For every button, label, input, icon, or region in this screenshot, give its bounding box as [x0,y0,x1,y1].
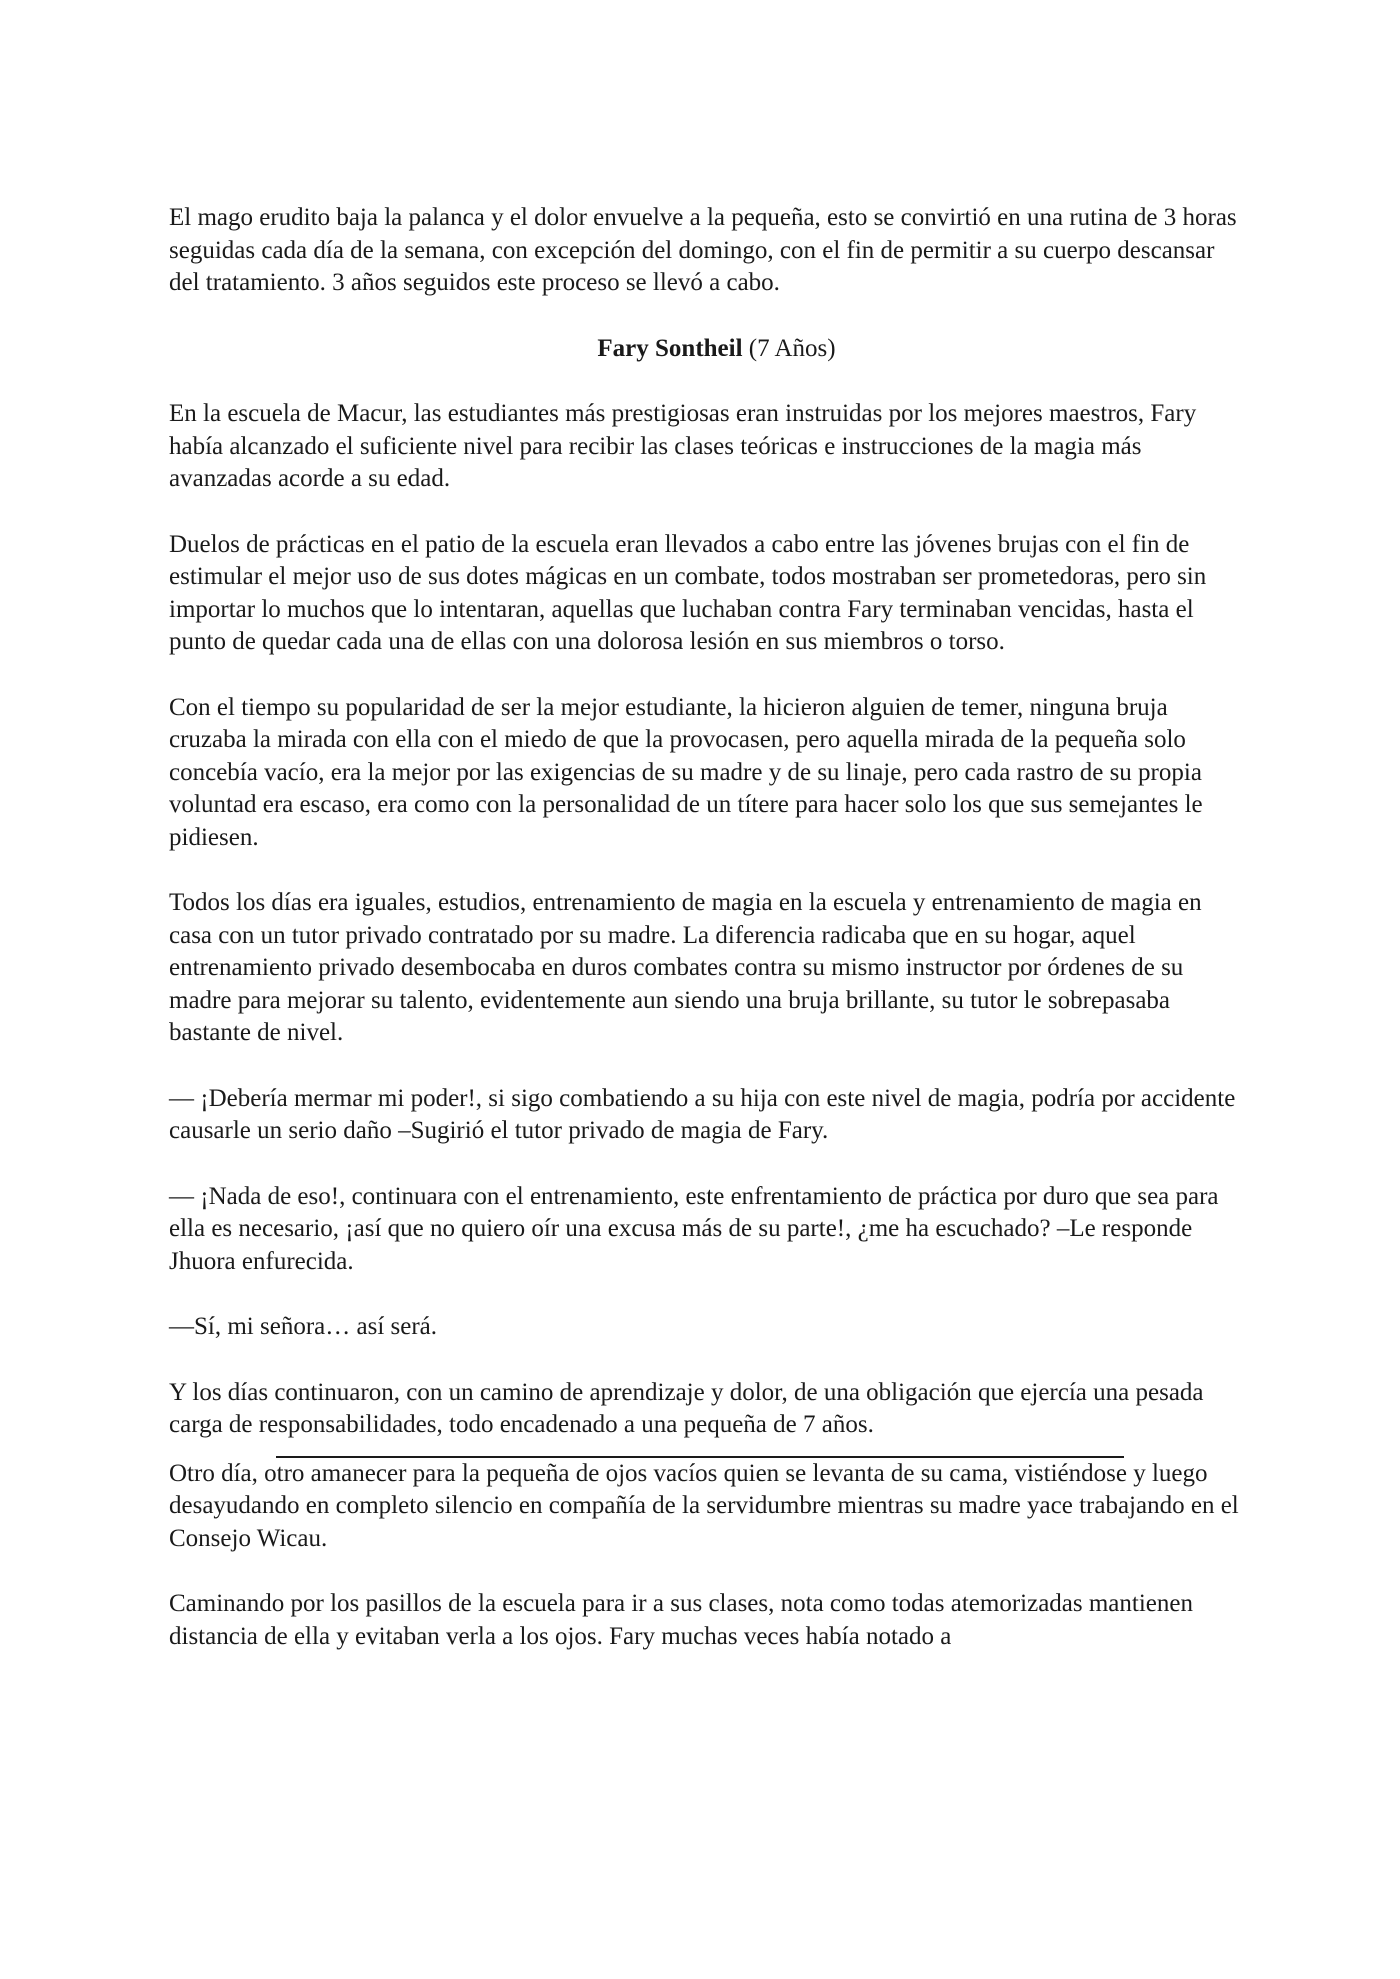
dialogue-paragraph: — ¡Debería mermar mi poder!, si sigo combatiendo a su hija con este nivel de magia, podría por accidente causarle un serio daño –Sugirió el tutor privado de magia de Fary. [169,1084,1236,1144]
paragraph: Todos los días era iguales, estudios, entrenamiento de magia en la escuela y entrenamiento de magia en casa con un tutor privado contratado por su madre. La diferencia radicaba que en su hogar, aquel entrenamiento privado desembocaba en duros combates contra su mismo instructor por órdenes de su madre para mejorar su talento, evidentemente aun siendo una bruja brillante, su tutor le sobrepasaba bastante de nivel. [169,889,1202,1046]
paragraph: En la escuela de Macur, las estudiantes más prestigiosas eran instruidas por los mejores maestros, Fary había alcanzado el suficiente nivel para recibir las clases teóricas e instrucciones de la magia más avanzadas acorde a su edad. [169,400,1197,492]
dialogue-paragraph: —Sí, mi señora… así será. [169,1313,438,1340]
paragraph: Y los días continuaron, con un camino de aprendizaje y dolor, de una obligación que ejercía una pesada carga de responsabilidades, todo encadenado a una pequeña de 7 años. [169,1378,1204,1438]
heading-age: (7 Años) [748,334,836,362]
paragraph: Con el tiempo su popularidad de ser la mejor estudiante, la hicieron alguien de temer, ninguna bruja cruzaba la mirada con ella con el miedo de que la provocasen, pero aquella mirada de la pequeña solo concebía vacío, era la mejor por las exigencias de su madre y de su linaje, pero cada rastro de su propia voluntad era escaso, era como con la personalidad de un títere para hacer solo los que sus semejantes le pidiesen. [169,693,1203,851]
paragraph: El mago erudito baja la palanca y el dolor envuelve a la pequeña, esto se convirtió en una rutina de 3 horas seguidas cada día de la semana, con excepción del domingo, con el fin de permitir a su cuerpo descansar del tratamiento. 3 años seguidos este proceso se llevó a cabo. [169,204,1237,296]
paragraph: Duelos de prácticas en el patio de la escuela eran llevados a cabo entre las jóvenes brujas con el fin de estimular el mejor uso de sus dotes mágicas en un combate, todos mostraban ser prometedoras, pero sin importar lo muchos que lo intentaran, aquellas que luchaban contra Fary terminaban vencidas, hasta el punto de quedar cada una de ellas con una dolorosa lesión en sus miembros o torso. [169,530,1207,655]
dialogue-paragraph: — ¡Nada de eso!, continuara con el entrenamiento, este enfrentamiento de práctica por duro que sea para ella es necesario, ¡así que no quiero oír una excusa más de su parte!, ¿me ha escuchado? –Le responde Jhuora enfurecida. [169,1182,1219,1275]
document-body [169,202,1244,1653]
paragraph: Otro día, otro amanecer para la pequeña de ojos vacíos quien se levanta de su cama, vistiéndose y luego desayudando en completo silencio en compañía de la servidumbre mientras su madre yace trabajando en el Consejo Wicau. [169,1459,1239,1552]
paragraph: Caminando por los pasillos de la escuela para ir a sus clases, nota como todas atemorizadas mantienen distancia de ella y evitaban verla a los ojos. Fary muchas veces había notado a [169,1590,1193,1650]
heading-name: Fary Sontheil [597,334,743,362]
section-heading [169,333,1244,366]
